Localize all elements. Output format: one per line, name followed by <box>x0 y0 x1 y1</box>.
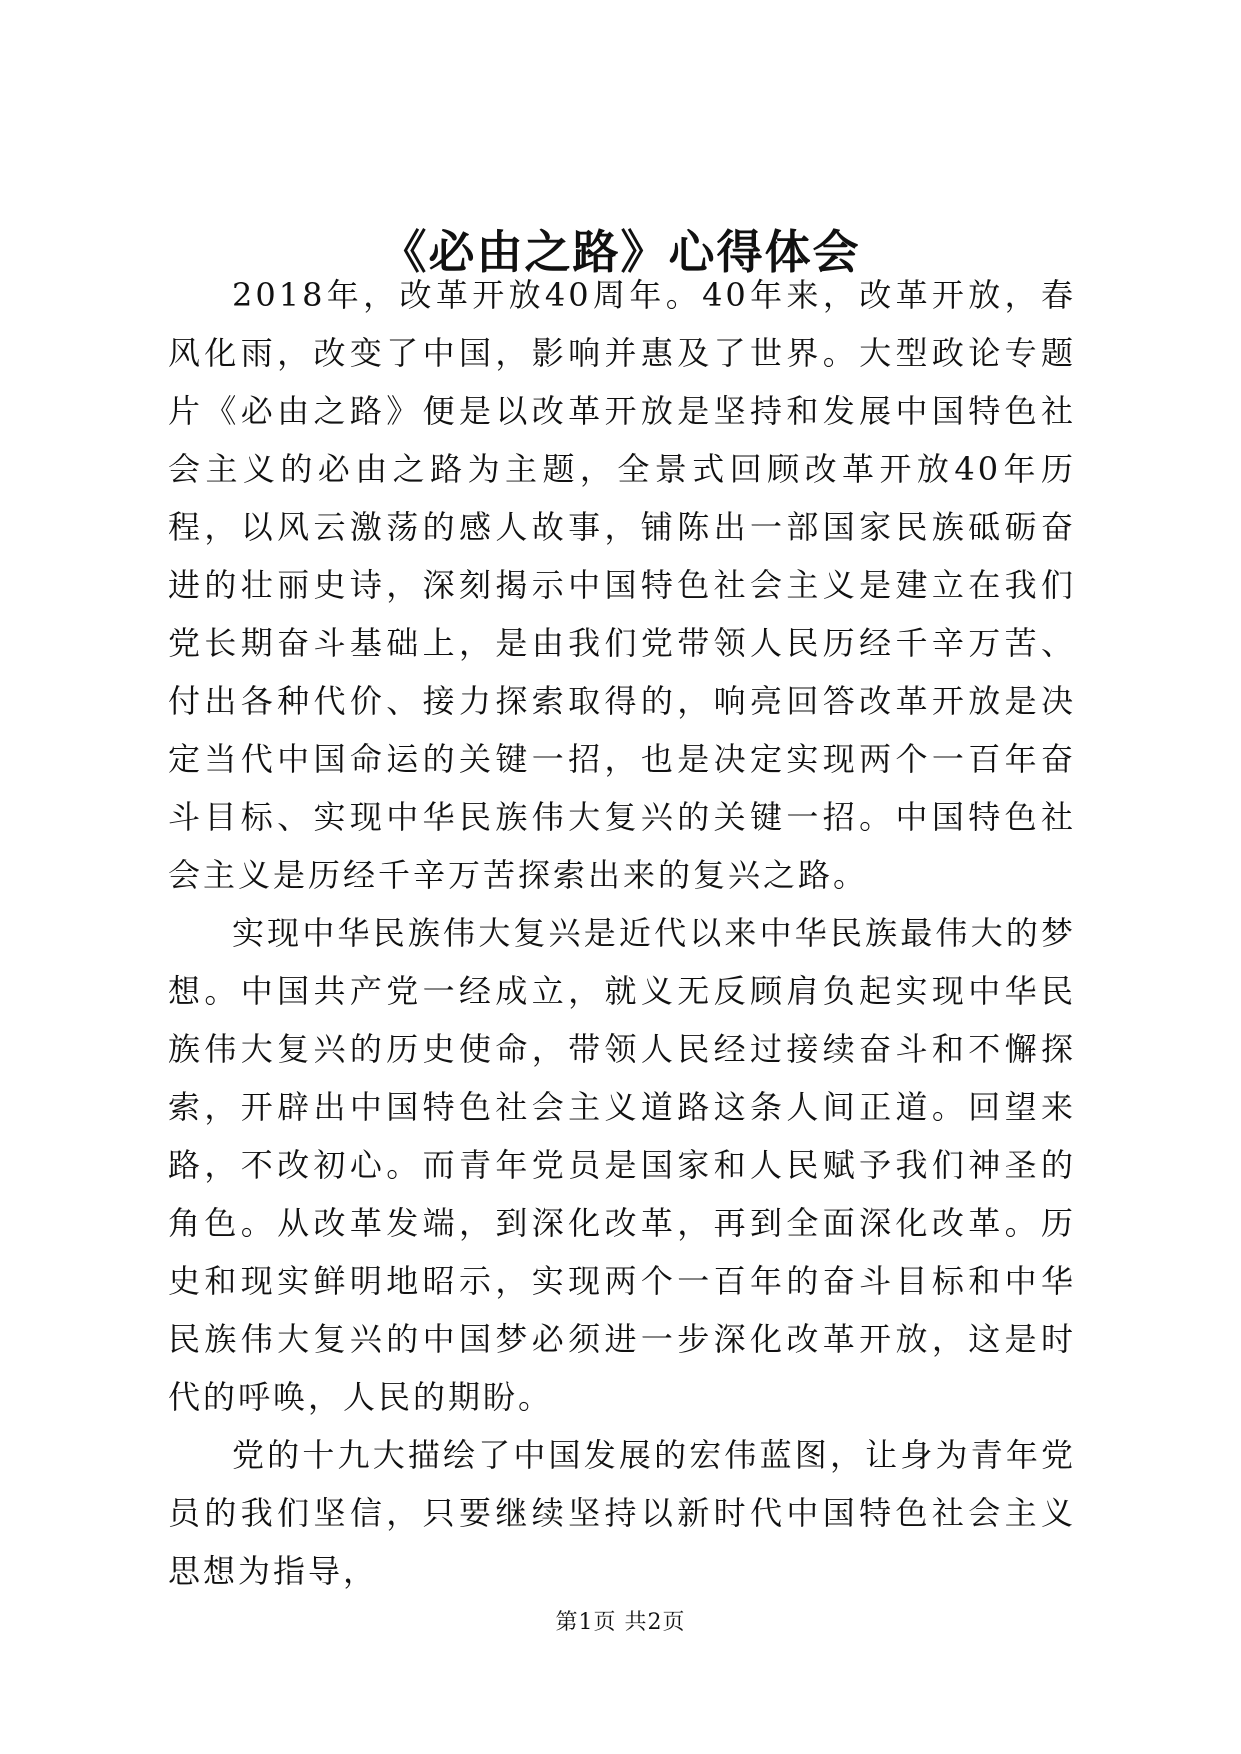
document-body <box>168 266 1076 1600</box>
paragraph-1: 2018年，改革开放40周年。40年来，改革开放，春风化雨，改变了中国，影响并惠及了世界。大型政论专题片《必由之路》便是以改革开放是坚持和发展中国特色社会主义的必由之路为主题，全景式回顾改革开放40年历程，以风云激荡的感人故事，铺陈出一部国家民族砥砺奋进的壮丽史诗，深刻揭示中国特色社会主义是建立在我们党长期奋斗基础上，是由我们党带领人民历经千辛万苦、付出各种代价、接力探索取得的，响亮回答改革开放是决定当代中国命运的关键一招，也是决定实现两个一百年奋斗目标、实现中华民族伟大复兴的关键一招。中国特色社会主义是历经千辛万苦探索出来的复兴之路。 <box>168 276 1076 894</box>
document-title: 《必由之路》心得体会 <box>380 225 861 279</box>
paragraph-3: 党的十九大描绘了中国发展的宏伟蓝图，让身为青年党员的我们坚信，只要继续坚持以新时代中国特色社会主义思想为指导， <box>168 1436 1076 1590</box>
paragraph-2: 实现中华民族伟大复兴是近代以来中华民族最伟大的梦想。中国共产党一经成立，就义无反顾肩负起实现中华民族伟大复兴的历史使命，带领人民经过接续奋斗和不懈探索，开辟出中国特色社会主义道路这条人间正道。回望来路，不改初心。而青年党员是国家和人民赋予我们神圣的角色。从改革发端，到深化改革，再到全面深化改革。历史和现实鲜明地昭示，实现两个一百年的奋斗目标和中华民族伟大复兴的中国梦必须进一步深化改革开放，这是时代的呼唤，人民的期盼。 <box>168 914 1076 1416</box>
page-footer: 第1页 共2页 <box>555 1610 686 1635</box>
